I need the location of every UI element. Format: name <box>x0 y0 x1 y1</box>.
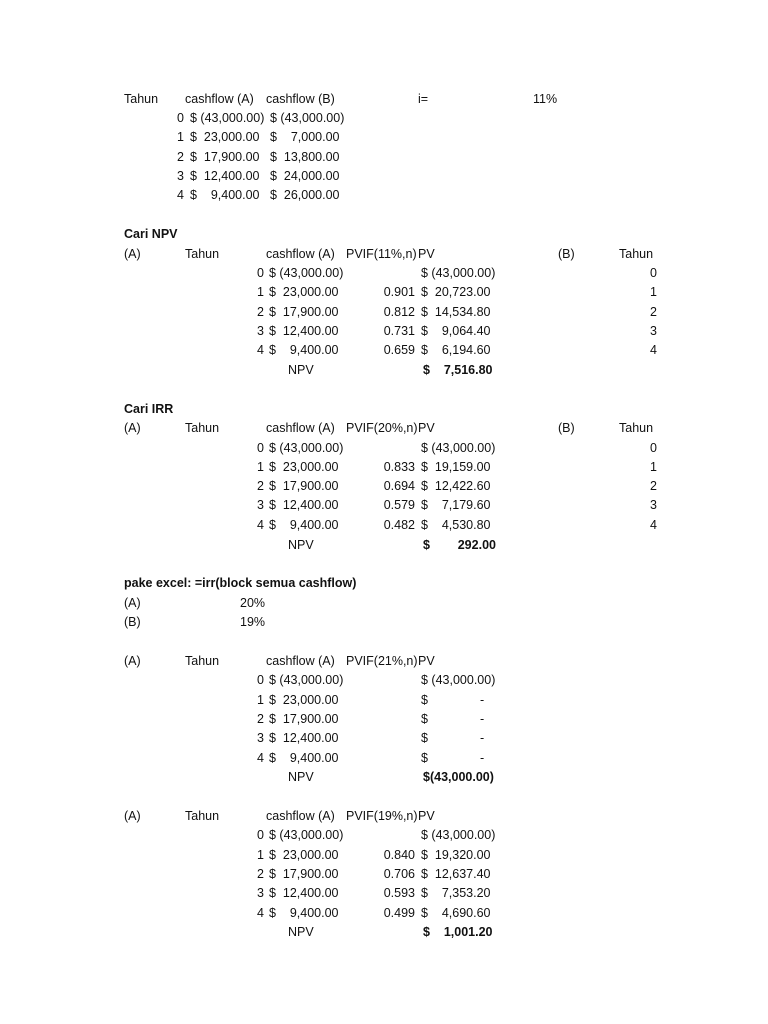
table-row <box>0 865 768 884</box>
b-year-cell: 0 <box>650 441 657 455</box>
pv-cell: $ 7,353.20 <box>421 886 491 900</box>
pv-cell: $ 4,530.80 <box>421 518 491 532</box>
npv-header-row <box>0 245 768 264</box>
pv-header: PV <box>418 247 435 261</box>
project-b-label: (B) <box>558 421 575 435</box>
year-cell: 2 <box>177 150 184 164</box>
pvif21-header-row <box>0 652 768 671</box>
pvif-cell: 0.812 <box>383 305 415 319</box>
cashflow-header: cashflow (A) <box>266 421 335 435</box>
pvif-cell: 0.731 <box>383 324 415 338</box>
cashflow-cell: $ 12,400.00 <box>269 731 339 745</box>
year-cell: 0 <box>177 111 184 125</box>
table-row <box>0 846 768 865</box>
pv-cell: $ 12,422.60 <box>421 479 491 493</box>
cashflow-cell: $ 23,000.00 <box>269 460 339 474</box>
year-cell: 2 <box>257 479 264 493</box>
cashflow-cell: $ 12,400.00 <box>269 324 339 338</box>
npv-label: NPV <box>288 770 314 784</box>
table-row <box>0 128 768 147</box>
cashflow-cell: $ 23,000.00 <box>269 693 339 707</box>
cashflow-b-cell: $ 24,000.00 <box>270 169 340 183</box>
cashflow-cell: $ (43,000.00) <box>269 266 344 280</box>
table-row <box>0 671 768 690</box>
npv-value: $ 292.00 <box>423 538 496 552</box>
pv-cell: $ 19,159.00 <box>421 460 491 474</box>
table-row <box>0 439 768 458</box>
cashflow-a-cell: $ 23,000.00 <box>190 130 260 144</box>
year-cell: 3 <box>257 324 264 338</box>
cashflow-cell: $ 23,000.00 <box>269 285 339 299</box>
npv-section-title: Cari NPV <box>124 227 178 241</box>
cashflow-a-cell: $ 12,400.00 <box>190 169 260 183</box>
irr-project-value: 19% <box>240 615 266 629</box>
irr-result-row <box>0 613 768 632</box>
table-row <box>0 691 768 710</box>
section-title-row <box>0 400 768 419</box>
cashflow-b-cell: $ 7,000.00 <box>270 130 340 144</box>
section-title-row <box>0 225 768 244</box>
cashflow-cell: $ 17,900.00 <box>269 712 339 726</box>
b-tahun-header: Tahun <box>619 247 654 261</box>
year-cell: 4 <box>257 751 264 765</box>
irr-header-row <box>0 419 768 438</box>
cashflow-cell: $ 17,900.00 <box>269 479 339 493</box>
cashflow-cell: $ 9,400.00 <box>269 906 339 920</box>
cashflow-b-header: cashflow (B) <box>266 92 335 106</box>
year-cell: 1 <box>177 130 184 144</box>
year-cell: 2 <box>257 305 264 319</box>
table-row <box>0 283 768 302</box>
cashflow-cell: $ 9,400.00 <box>269 751 339 765</box>
pv-cell: $ 7,179.60 <box>421 498 491 512</box>
pvif-cell: 0.694 <box>383 479 415 493</box>
tahun-header: Tahun <box>185 809 220 823</box>
cashflow-b-cell: $ (43,000.00) <box>270 111 345 125</box>
pv-cell: $ 19,320.00 <box>421 848 491 862</box>
npv-label: NPV <box>288 363 314 377</box>
cashflow-cell: $ 12,400.00 <box>269 886 339 900</box>
table-row <box>0 826 768 845</box>
pvif-cell: 0.706 <box>383 867 415 881</box>
pv-header: PV <box>418 421 435 435</box>
year-cell: 1 <box>257 460 264 474</box>
project-a-label: (A) <box>124 654 141 668</box>
pv-cell: $ 9,064.40 <box>421 324 491 338</box>
cashflow-a-cell: $ (43,000.00) <box>190 111 265 125</box>
cashflow-cell: $ (43,000.00) <box>269 441 344 455</box>
pvif-cell: 0.482 <box>383 518 415 532</box>
npv-label: NPV <box>288 925 314 939</box>
excel-note-title: pake excel: =irr(block semua cashflow) <box>124 576 357 590</box>
tahun-header: Tahun <box>124 92 159 106</box>
year-cell: 0 <box>257 673 264 687</box>
pv-cell: $ (43,000.00) <box>421 441 496 455</box>
b-tahun-header: Tahun <box>619 421 654 435</box>
table-row <box>0 109 768 128</box>
pvif-cell: 0.659 <box>383 343 415 357</box>
pv-cell: $ (43,000.00) <box>421 266 496 280</box>
irr-project-value: 20% <box>240 596 266 610</box>
table-row <box>0 884 768 903</box>
npv-label: NPV <box>288 538 314 552</box>
pv-cell: $ 20,723.00 <box>421 285 491 299</box>
section-title-row <box>0 574 768 593</box>
b-year-cell: 0 <box>650 266 657 280</box>
year-cell: 0 <box>257 266 264 280</box>
npv-value: $(43,000.00) <box>423 770 494 784</box>
irr-result-row <box>0 594 768 613</box>
cashflow-b-cell: $ 26,000.00 <box>270 188 340 202</box>
pv-cell: $ 4,690.60 <box>421 906 491 920</box>
cashflow-cell: $ 23,000.00 <box>269 848 339 862</box>
pvif19-header-row <box>0 807 768 826</box>
table-row <box>0 729 768 748</box>
pv-cell: $ - <box>421 712 485 726</box>
year-cell: 3 <box>257 886 264 900</box>
year-cell: 3 <box>257 498 264 512</box>
npv-total-row <box>0 536 768 555</box>
npv-value: $ 7,516.80 <box>423 363 493 377</box>
cashflow-header: cashflow (A) <box>266 654 335 668</box>
table-row <box>0 458 768 477</box>
b-year-cell: 1 <box>650 285 657 299</box>
cashflow-cell: $ (43,000.00) <box>269 828 344 842</box>
interest-value: 11% <box>533 92 558 106</box>
year-cell: 2 <box>257 712 264 726</box>
pvif-header: PVIF(19%,n) <box>346 809 418 823</box>
year-cell: 1 <box>257 693 264 707</box>
cashflow-header: cashflow (A) <box>266 809 335 823</box>
table-row <box>0 341 768 360</box>
cashflow-a-cell: $ 9,400.00 <box>190 188 260 202</box>
pv-header: PV <box>418 654 435 668</box>
pv-header: PV <box>418 809 435 823</box>
year-cell: 4 <box>257 906 264 920</box>
cashflow-a-header: cashflow (A) <box>185 92 254 106</box>
pv-cell: $ 14,534.80 <box>421 305 491 319</box>
npv-total-row <box>0 768 768 787</box>
pvif-cell: 0.499 <box>383 906 415 920</box>
cashflow-cell: $ 17,900.00 <box>269 867 339 881</box>
b-year-cell: 4 <box>650 518 657 532</box>
pv-cell: $ - <box>421 751 485 765</box>
table-row <box>0 167 768 186</box>
cashflow-cell: $ 9,400.00 <box>269 518 339 532</box>
table-row <box>0 710 768 729</box>
irr-project-label: (A) <box>124 596 141 610</box>
cashflow-cell: $ 12,400.00 <box>269 498 339 512</box>
table-row <box>0 148 768 167</box>
pv-cell: $ (43,000.00) <box>421 828 496 842</box>
year-cell: 1 <box>257 848 264 862</box>
pvif-cell: 0.840 <box>383 848 415 862</box>
pv-cell: $ (43,000.00) <box>421 673 496 687</box>
tahun-header: Tahun <box>185 421 220 435</box>
b-year-cell: 2 <box>650 305 657 319</box>
b-year-cell: 1 <box>650 460 657 474</box>
irr-section-title: Cari IRR <box>124 402 174 416</box>
b-year-cell: 2 <box>650 479 657 493</box>
project-a-label: (A) <box>124 421 141 435</box>
project-a-label: (A) <box>124 809 141 823</box>
header-label-row <box>0 90 768 109</box>
table-row <box>0 322 768 341</box>
year-cell: 0 <box>257 441 264 455</box>
table-row <box>0 904 768 923</box>
pv-cell: $ 12,637.40 <box>421 867 491 881</box>
project-a-label: (A) <box>124 247 141 261</box>
pvif-header: PVIF(11%,n) <box>346 247 417 261</box>
tahun-header: Tahun <box>185 247 220 261</box>
pvif-cell: 0.579 <box>383 498 415 512</box>
pvif-header: PVIF(21%,n) <box>346 654 418 668</box>
pvif-cell: 0.593 <box>383 886 415 900</box>
cashflow-a-cell: $ 17,900.00 <box>190 150 260 164</box>
year-cell: 4 <box>177 188 184 202</box>
table-row <box>0 264 768 283</box>
b-year-cell: 4 <box>650 343 657 357</box>
year-cell: 4 <box>257 518 264 532</box>
cashflow-cell: $ 17,900.00 <box>269 305 339 319</box>
table-row <box>0 516 768 535</box>
table-row <box>0 749 768 768</box>
pvif-header: PVIF(20%,n) <box>346 421 418 435</box>
year-cell: 4 <box>257 343 264 357</box>
table-row <box>0 303 768 322</box>
pvif-cell: 0.901 <box>383 285 415 299</box>
table-row <box>0 186 768 205</box>
npv-total-row <box>0 923 768 942</box>
cashflow-cell: $ 9,400.00 <box>269 343 339 357</box>
year-cell: 3 <box>257 731 264 745</box>
project-b-label: (B) <box>558 247 575 261</box>
table-row <box>0 477 768 496</box>
pv-cell: $ - <box>421 693 485 707</box>
b-year-cell: 3 <box>650 324 657 338</box>
pv-cell: $ 6,194.60 <box>421 343 491 357</box>
year-cell: 3 <box>177 169 184 183</box>
b-year-cell: 3 <box>650 498 657 512</box>
npv-value: $ 1,001.20 <box>423 925 493 939</box>
year-cell: 1 <box>257 285 264 299</box>
interest-label: i= <box>418 92 429 106</box>
pv-cell: $ - <box>421 731 485 745</box>
npv-total-row <box>0 361 768 380</box>
cashflow-header: cashflow (A) <box>266 247 335 261</box>
pvif-cell: 0.833 <box>383 460 415 474</box>
table-row <box>0 496 768 515</box>
year-cell: 2 <box>257 867 264 881</box>
cashflow-cell: $ (43,000.00) <box>269 673 344 687</box>
irr-project-label: (B) <box>124 615 141 629</box>
tahun-header: Tahun <box>185 654 220 668</box>
year-cell: 0 <box>257 828 264 842</box>
cashflow-b-cell: $ 13,800.00 <box>270 150 340 164</box>
